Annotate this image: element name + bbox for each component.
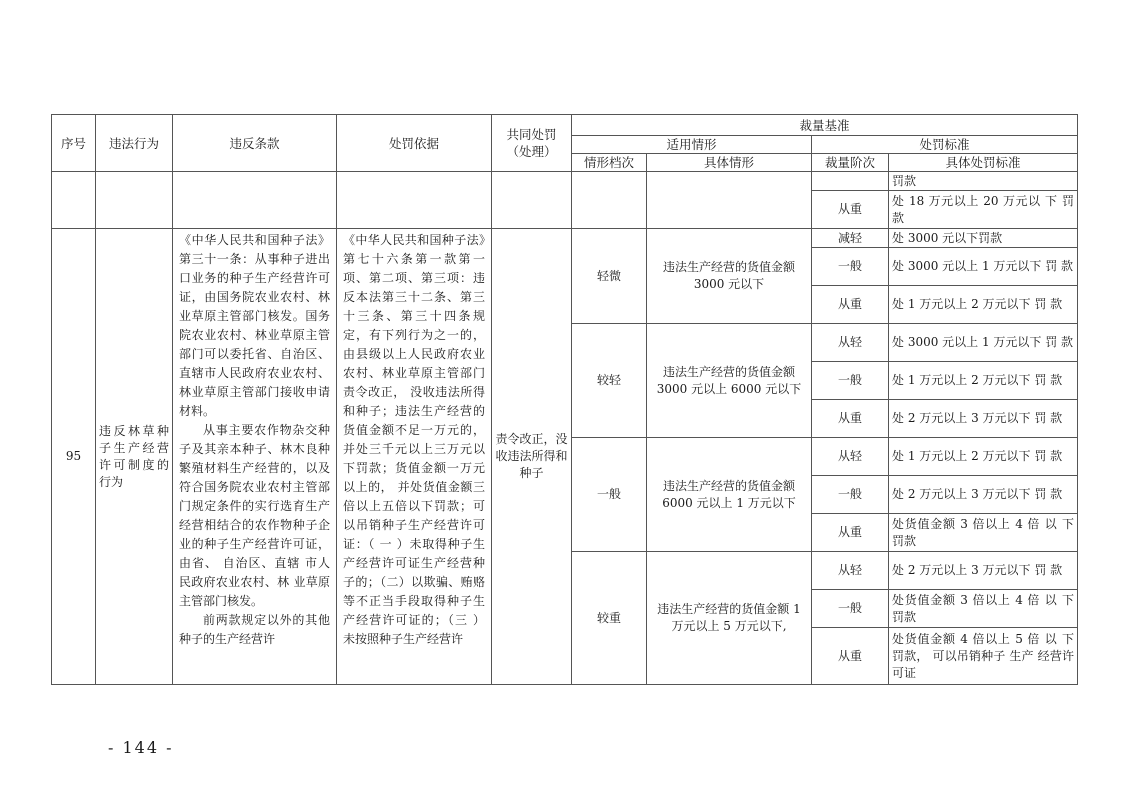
header-basis: 处罚依据: [337, 115, 492, 172]
penalty-standard: 处 3000 元以上 1 万元以下 罚 款: [889, 248, 1078, 286]
group-level-4: 较重: [572, 552, 647, 685]
group-level-2: 较轻: [572, 324, 647, 438]
discretion-level: 一般: [812, 362, 889, 400]
carry-standard-1: 罚款: [889, 172, 1078, 191]
carry-empty-cell: [337, 172, 492, 229]
carry-empty-cell: [173, 172, 337, 229]
header-common-penalty-line2: （处理）: [506, 144, 557, 159]
group-detail-1: 违法生产经营的货值金额 3000 元以下: [647, 229, 812, 324]
penalty-standard: 处货值金额 3 倍以上 4 倍 以 下罚款: [889, 514, 1078, 552]
carry-empty-cell: [812, 172, 889, 191]
entry-common-penalty: 责令改正，没收违法所得和种子: [492, 229, 572, 685]
group-detail-3: 违法生产经营的货值金额 6000 元以上 1 万元以下: [647, 438, 812, 552]
penalty-standard: 处 2 万元以上 3 万元以下 罚 款: [889, 400, 1078, 438]
header-situation-level: 情形档次: [572, 154, 647, 172]
discretion-level: 从重: [812, 628, 889, 685]
carry-empty-cell: [52, 172, 96, 229]
header-common-penalty: [492, 115, 572, 172]
penalty-standard: 处货值金额 3 倍以上 4 倍 以 下罚款: [889, 590, 1078, 628]
discretion-level: 从轻: [812, 552, 889, 590]
header-behavior: 违法行为: [96, 115, 173, 172]
penalty-standard: 处货值金额 4 倍以上 5 倍 以 下罚款， 可以吊销种子 生产 经营许可证: [889, 628, 1078, 685]
discretion-level: 从轻: [812, 438, 889, 476]
carry-level-2: 从重: [812, 191, 889, 229]
penalty-standard: 处 1 万元以上 2 万元以下 罚 款: [889, 362, 1078, 400]
header-discretion-level: 裁量阶次: [812, 154, 889, 172]
penalty-table: [51, 114, 1078, 685]
header-clause: 违反条款: [173, 115, 337, 172]
penalty-standard: 处 1 万元以上 2 万元以下 罚 款: [889, 286, 1078, 324]
penalty-standard: 处 2 万元以上 3 万元以下 罚 款: [889, 552, 1078, 590]
table-row: [52, 229, 1078, 248]
carry-empty-cell: [96, 172, 173, 229]
entry-behavior: 违反林草种子生产经营许可制度的行为: [96, 229, 173, 685]
penalty-standard: 处 3000 元以上 1 万元以下 罚 款: [889, 324, 1078, 362]
clause-paragraph-3: 前两款规定以外的其他种子的生产经营许: [179, 613, 330, 646]
clause-paragraph-1: 《中华人民共和国种子法》第三十一条：从事种子进出口业务的种子生产经营许可证，由国务院农业农村、林业草原主管部门核发。国务院农业农村、林业草原主管部门可以委托省、自治区、直辖市人民政府农业农村、林业草原主管部门接收申请材料。: [179, 233, 330, 418]
carry-empty-cell: [572, 172, 647, 229]
group-level-1: 轻微: [572, 229, 647, 324]
entry-clause: [173, 229, 337, 685]
discretion-level: 一般: [812, 476, 889, 514]
entry-seq: 95: [52, 229, 96, 685]
penalty-standard: 处 3000 元以下罚款: [889, 229, 1078, 248]
discretion-level: 一般: [812, 248, 889, 286]
clause-paragraph-2: 从事主要农作物杂交种子及其亲本种子、林木良种繁殖材料生产经营的，以及符合国务院农业农村主管部门规定条件的实行选育生产经营相结合的农作物种子企业的种子生产经营许可证，由省、 自治区、直辖 市人民政府农业农村、林 业草原主管部门核发。: [179, 423, 330, 608]
header-penalty-detail: 具体处罚标准: [889, 154, 1078, 172]
discretion-level: 从重: [812, 514, 889, 552]
header-discretion: 裁量基准: [572, 115, 1078, 136]
carry-empty-cell: [647, 172, 812, 229]
penalty-standard: 处 2 万元以上 3 万元以下 罚 款: [889, 476, 1078, 514]
header-standard: 处罚标准: [812, 136, 1078, 154]
carry-standard-2: 处 18 万元以上 20 万元以 下 罚款: [889, 191, 1078, 229]
carry-empty-cell: [492, 172, 572, 229]
header-situation-detail: 具体情形: [647, 154, 812, 172]
header-seq: 序号: [52, 115, 96, 172]
penalty-standard: 处 1 万元以上 2 万元以下 罚 款: [889, 438, 1078, 476]
discretion-level: 从重: [812, 400, 889, 438]
entry-basis: 《中华人民共和国种子法》第七十六条第一款第一项、第二项、第三项：违反本法第三十二条、第三十三条、第三十四条规定，有下列行为之一的，由县级以上人民政府农业农村、林业草原主管部门责令改正， 没收违法所得和种子；违法生产经营的货值金额不足一万元的，并处三千元以上三万元以下罚款；货值金额一万元以上的， 并处货值金额三倍以上五倍以下罚款；可以吊销种子生产经营许可证：（ 一 ）未取得种子生产经营许可证生产经营种子的；（二）以欺骗、贿赂等不正当手段取得种子生产经营许可证的；（三 ） 未按照种子生产经营许: [337, 229, 492, 685]
group-detail-4: 违法生产经营的货值金额 1 万元以上 5 万元以下,: [647, 552, 812, 685]
header-common-penalty-line1: 共同处罚: [506, 127, 557, 142]
page-number: - 144 -: [108, 738, 174, 757]
group-level-3: 一般: [572, 438, 647, 552]
discretion-level: 减轻: [812, 229, 889, 248]
table-row: [52, 172, 1078, 191]
header-applicable: 适用情形: [572, 136, 812, 154]
discretion-level: 一般: [812, 590, 889, 628]
discretion-level: 从重: [812, 286, 889, 324]
discretion-level: 从轻: [812, 324, 889, 362]
group-detail-2: 违法生产经营的货值金额 3000 元以上 6000 元以下: [647, 324, 812, 438]
